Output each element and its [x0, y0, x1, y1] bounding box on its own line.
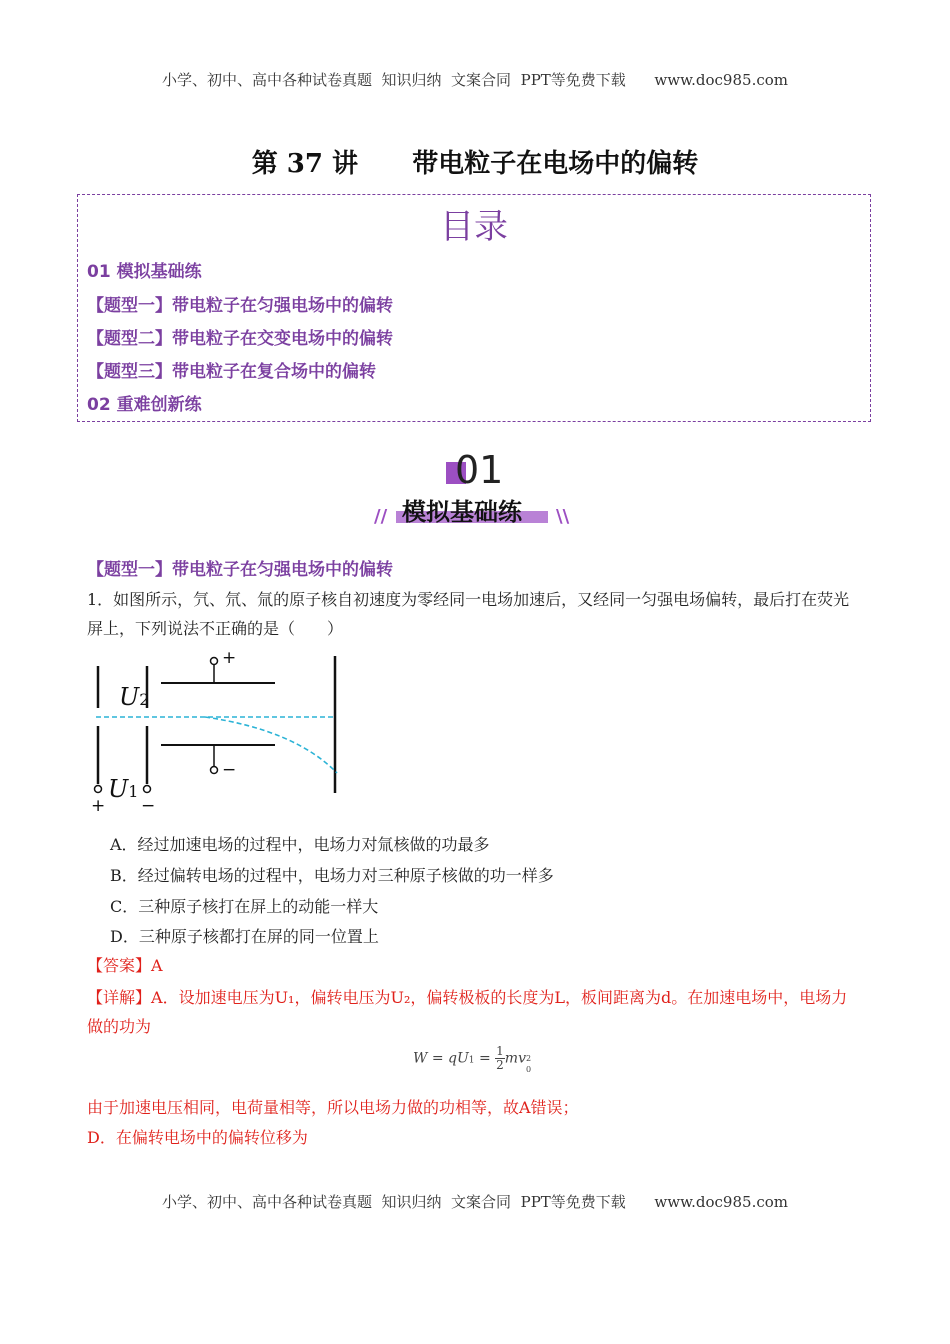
page-header: 小学、初中、高中各种试卷真题 知识归纳 文案合同 PPT等免费下载 www.doc985.com	[161, 71, 788, 89]
detail-text: A．设加速电压为U₁，偏转电压为U₂，偏转极板的长度为L，板间距离为d。在加速电场中，电场力做的功为	[87, 988, 848, 1036]
label-u1-plus: +	[91, 796, 106, 816]
label-u1-minus: −	[141, 796, 156, 816]
detail-line-a: 由于加速电压相同，电荷量相等，所以电场力做的功相等，故A错误；	[87, 1098, 579, 1117]
label-u1: U1	[108, 775, 139, 803]
terminal-u2-plus	[211, 658, 218, 665]
terminal-u1-minus	[144, 786, 151, 793]
toc-item-type1[interactable]: 【题型一】带电粒子在匀强电场中的偏转	[87, 296, 393, 316]
label-u2-plus: +	[222, 648, 237, 668]
page-title: 第 37 讲 带电粒子在电场中的偏转	[251, 149, 699, 179]
answer-label: 【答案】	[87, 956, 152, 975]
terminal-u2-minus	[211, 767, 218, 774]
section-right-deco: \\	[556, 506, 570, 527]
section-left-deco: //	[374, 506, 388, 527]
detail	[87, 983, 857, 1041]
detail-line-d: D．在偏转电场中的偏转位移为	[87, 1128, 308, 1147]
terminal-u1-plus	[95, 786, 102, 793]
section-label: 模拟基础练	[402, 498, 522, 526]
question-type-heading: 【题型一】带电粒子在匀强电场中的偏转	[87, 560, 393, 580]
answer	[87, 953, 163, 976]
toc-heading: 目录	[440, 207, 508, 247]
page-footer: 小学、初中、高中各种试卷真题 知识归纳 文案合同 PPT等免费下载 www.doc985.com	[161, 1193, 788, 1211]
answer-value: A	[151, 956, 163, 975]
detail-label: 【详解】	[87, 988, 152, 1007]
label-u2: U2	[119, 683, 150, 711]
work-formula: W = qU1 = $\frac{1}{2}$ mv 2 0	[413, 1044, 532, 1074]
option-b[interactable]: B．经过偏转电场的过程中，电场力对三种原子核做的功一样多	[110, 866, 554, 885]
section-number: 01	[455, 448, 504, 492]
table-of-contents	[77, 194, 871, 422]
toc-item-type2[interactable]: 【题型二】带电粒子在交变电场中的偏转	[87, 329, 393, 349]
toc-item-type3[interactable]: 【题型三】带电粒子在复合场中的偏转	[87, 362, 376, 382]
option-d[interactable]: D．三种原子核都打在屏的同一位置上	[110, 927, 379, 946]
toc-item-advanced[interactable]: 02 重难创新练	[87, 395, 202, 415]
label-u2-minus: −	[222, 760, 237, 780]
option-a[interactable]: A．经过加速电场的过程中，电场力对氚核做的功最多	[110, 835, 490, 854]
option-c[interactable]: C．三种原子核打在屏上的动能一样大	[110, 897, 379, 916]
question-text: 1．如图所示，氕、氘、氚的原子核自初速度为零经同一电场加速后，又经同一匀强电场偏转，最后打在荧光屏上，下列说法不正确的是（ ）	[87, 590, 850, 638]
toc-item-basic[interactable]: 01 模拟基础练	[87, 262, 202, 282]
